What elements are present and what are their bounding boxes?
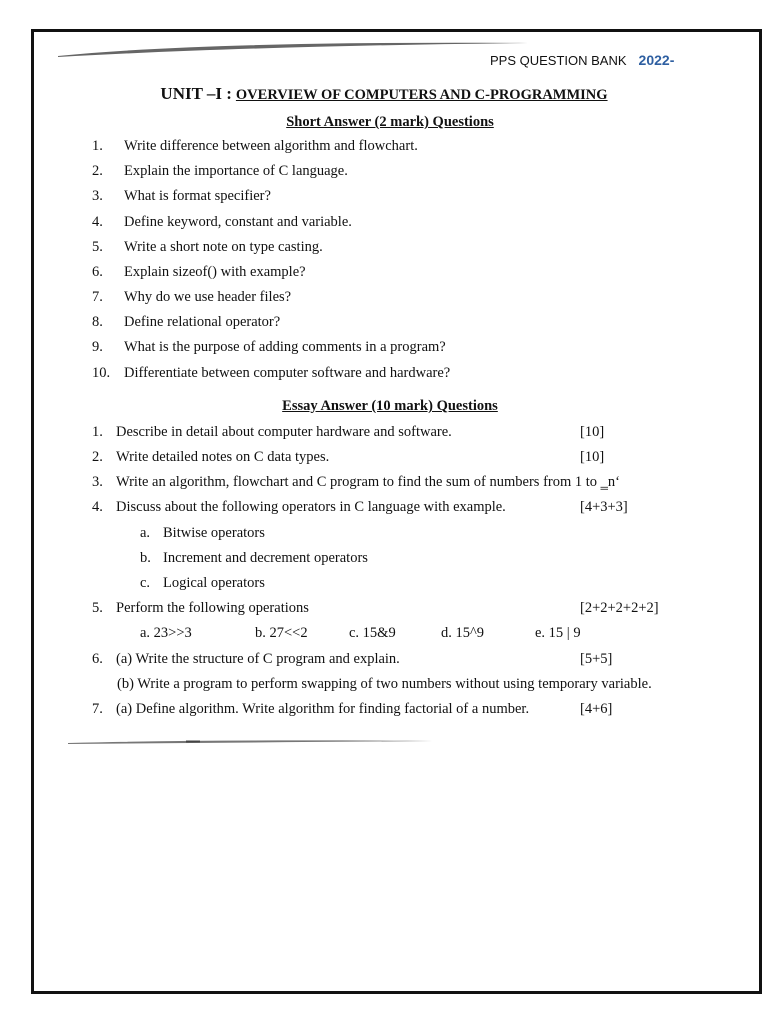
marks-label: [10] [580,449,605,465]
page-header [490,52,674,68]
short-section-heading: Short Answer (2 mark) Questions [286,114,494,130]
unit-prefix: UNIT –I : [160,84,232,103]
operation-item: b. 27<<2 [255,625,308,641]
list-item-part: (b) Write a program to perform swapping of two numbers without using temporary variable. [117,676,652,692]
operation-item: c. 15&9 [349,625,396,641]
marks-label: [4+3+3] [580,499,628,515]
header-title: PPS QUESTION BANK [490,53,627,68]
header-swoosh [58,40,528,60]
footer-swoosh [68,738,433,746]
unit-topic: OVERVIEW OF COMPUTERS AND C-PROGRAMMING [235,87,608,103]
operation-item: e. 15 | 9 [535,625,581,641]
marks-label: [5+5] [580,651,613,667]
essay-section-heading: Essay Answer (10 mark) Questions [282,398,498,414]
marks-label: [2+2+2+2+2] [580,600,659,616]
header-year: 2022- [638,52,675,68]
marks-label: [4+6] [580,701,613,717]
operation-item: a. 23>>3 [140,625,192,641]
marks-label: [10] [580,424,605,440]
operation-item: d. 15^9 [441,625,485,641]
unit-title [0,84,768,104]
